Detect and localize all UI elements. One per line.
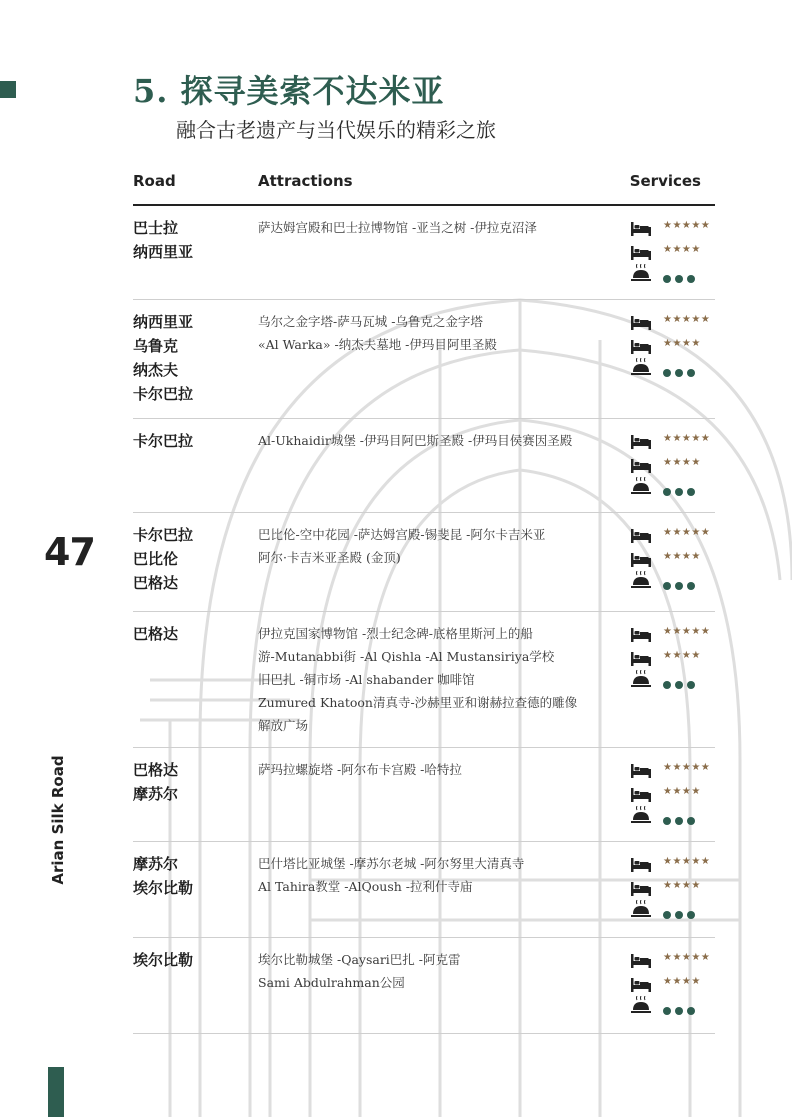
service-hotel-4 [631, 242, 715, 266]
attraction-line: 埃尔比勒城堡 -Qaysari巴扎 -阿克雷 [258, 952, 461, 967]
attraction-line: 游-Mutanabbi街 -Al Qishla -Al Mustansiriya学校 [258, 649, 555, 664]
attraction-line: 乌尔之金字塔-萨马瓦城 -乌鲁克之金字塔 [258, 314, 483, 329]
rating-dot [687, 369, 695, 377]
rating-dot [663, 1007, 671, 1015]
service-hotel-4 [631, 974, 715, 998]
food-rating-dots [663, 674, 699, 693]
five-star-rating: ★★★★★ [663, 527, 711, 538]
food-cloche-icon [631, 900, 651, 922]
service-food [631, 901, 715, 925]
food-cloche-icon [631, 358, 651, 380]
attractions-cell [258, 216, 608, 239]
attraction-line: 萨达姆宫殿和巴士拉博物馆 -亚当之树 -伊拉克沼泽 [258, 220, 537, 235]
service-hotel-5 [631, 218, 715, 242]
attraction-line: 巴比伦-空中花园 -萨达姆宫殿-锡斐昆 -阿尔卡吉米亚 [258, 527, 546, 542]
bed-icon [631, 787, 651, 806]
road-city: 摩苏尔 [133, 785, 179, 803]
table-row [133, 748, 715, 842]
service-hotel-5 [631, 854, 715, 878]
service-food [631, 671, 715, 695]
food-rating-dots [663, 268, 699, 287]
rating-dot [675, 488, 683, 496]
road-city: 乌鲁克 [133, 337, 179, 355]
services-cell [631, 950, 715, 1021]
attractions-cell [258, 622, 608, 737]
table-header [133, 170, 715, 206]
bed-icon [631, 434, 651, 453]
road-cell [133, 948, 253, 972]
rating-dot [663, 488, 671, 496]
attraction-line: 解放广场 [258, 718, 309, 733]
four-star-rating: ★★★★ [663, 243, 701, 255]
services-cell [631, 218, 715, 289]
service-hotel-4 [631, 878, 715, 902]
food-rating-dots [663, 810, 699, 829]
food-rating-dots [663, 481, 699, 500]
bed-icon [631, 245, 651, 264]
five-star-rating: ★★★★★ [663, 314, 711, 325]
five-star-rating: ★★★★★ [663, 952, 711, 963]
road-city: 卡尔巴拉 [133, 526, 194, 544]
service-hotel-4 [631, 784, 715, 808]
road-cell [133, 758, 253, 806]
services-cell [631, 431, 715, 502]
rating-dot [663, 681, 671, 689]
attraction-line: Al Tahira教堂 -AlQoush -拉利什寺庙 [258, 879, 473, 894]
four-star-rating: ★★★★ [663, 550, 701, 562]
table-row [133, 419, 715, 513]
rating-dot [675, 681, 683, 689]
road-city: 巴格达 [133, 625, 179, 643]
service-food [631, 807, 715, 831]
food-cloche-icon [631, 996, 651, 1018]
rating-dot [675, 817, 683, 825]
four-star-rating: ★★★★ [663, 456, 701, 468]
side-label: Arian Silk Road [49, 755, 67, 885]
rating-dot [663, 817, 671, 825]
attraction-line: 伊拉克国家博物馆 -烈士纪念碑-底格里斯河上的船 [258, 626, 533, 641]
five-star-rating: ★★★★★ [663, 762, 711, 773]
road-city: 埃尔比勒 [133, 879, 194, 897]
road-cell [133, 216, 253, 264]
page-number: 47 [44, 530, 95, 574]
rating-dot [675, 275, 683, 283]
road-city: 摩苏尔 [133, 855, 179, 873]
attraction-line: Al-Ukhaidir城堡 -伊玛目阿巴斯圣殿 -伊玛目侯赛因圣殿 [258, 433, 573, 448]
food-cloche-icon [631, 806, 651, 828]
road-cell [133, 622, 253, 646]
food-rating-dots [663, 904, 699, 923]
food-rating-dots [663, 362, 699, 381]
itinerary-table [133, 170, 715, 1034]
rating-dot [687, 911, 695, 919]
service-hotel-5 [631, 950, 715, 974]
services-cell [631, 854, 715, 925]
service-hotel-4 [631, 648, 715, 672]
services-cell [631, 760, 715, 831]
service-hotel-4 [631, 336, 715, 360]
services-cell [631, 525, 715, 596]
attraction-line: «Al Warka» -纳杰夫墓地 -伊玛目阿里圣殿 [258, 337, 497, 352]
rating-dot [675, 911, 683, 919]
road-cell [133, 310, 253, 406]
road-cell [133, 429, 253, 453]
table-row [133, 938, 715, 1034]
table-row [133, 206, 715, 300]
bed-icon [631, 552, 651, 571]
service-food [631, 572, 715, 596]
bed-icon [631, 977, 651, 996]
attractions-cell [258, 429, 608, 452]
five-star-rating: ★★★★★ [663, 433, 711, 444]
services-cell [631, 624, 715, 695]
page-subtitle: 融合古老遗产与当代娱乐的精彩之旅 [176, 118, 496, 142]
rating-dot [675, 1007, 683, 1015]
road-cell [133, 523, 253, 595]
service-hotel-5 [631, 760, 715, 784]
service-hotel-5 [631, 312, 715, 336]
rating-dot [687, 817, 695, 825]
header-attractions: Attractions [258, 172, 353, 190]
bottom-accent-bar [48, 1067, 64, 1117]
header-road: Road [133, 172, 176, 190]
road-city: 埃尔比勒 [133, 951, 194, 969]
bed-icon [631, 763, 651, 782]
four-star-rating: ★★★★ [663, 975, 701, 987]
rating-dot [663, 369, 671, 377]
four-star-rating: ★★★★ [663, 879, 701, 891]
attraction-line: 阿尔·卡吉米亚圣殿 (金顶) [258, 550, 401, 565]
food-rating-dots [663, 1000, 699, 1019]
bed-icon [631, 627, 651, 646]
service-hotel-4 [631, 455, 715, 479]
food-cloche-icon [631, 264, 651, 286]
food-rating-dots [663, 575, 699, 594]
bed-icon [631, 221, 651, 240]
bed-icon [631, 953, 651, 972]
table-row [133, 513, 715, 612]
food-cloche-icon [631, 477, 651, 499]
attractions-cell [258, 310, 608, 356]
service-hotel-5 [631, 431, 715, 455]
rating-dot [663, 911, 671, 919]
five-star-rating: ★★★★★ [663, 220, 711, 231]
bed-icon [631, 528, 651, 547]
attraction-line: 巴什塔比亚城堡 -摩苏尔老城 -阿尔努里大清真寺 [258, 856, 525, 871]
rating-dot [663, 275, 671, 283]
rating-dot [675, 582, 683, 590]
service-hotel-5 [631, 525, 715, 549]
five-star-rating: ★★★★★ [663, 856, 711, 867]
bed-icon [631, 651, 651, 670]
rating-dot [687, 582, 695, 590]
header-services: Services [629, 172, 701, 190]
road-city: 纳杰夫 [133, 361, 179, 379]
rating-dot [687, 488, 695, 496]
road-city: 卡尔巴拉 [133, 432, 194, 450]
road-city: 卡尔巴拉 [133, 385, 194, 403]
rating-dot [687, 681, 695, 689]
road-city: 巴格达 [133, 574, 179, 592]
attractions-cell [258, 758, 608, 781]
attraction-line: Sami Abdulrahman公园 [258, 975, 405, 990]
service-hotel-5 [631, 624, 715, 648]
bed-icon [631, 458, 651, 477]
rating-dot [687, 275, 695, 283]
attraction-line: Zumured Khatoon清真寺-沙赫里亚和谢赫拉查德的雕像 [258, 695, 578, 710]
bed-icon [631, 857, 651, 876]
attractions-cell [258, 852, 608, 898]
services-cell [631, 312, 715, 383]
service-food [631, 997, 715, 1021]
service-food [631, 359, 715, 383]
road-city: 纳西里亚 [133, 243, 194, 261]
bed-icon [631, 339, 651, 358]
road-cell [133, 852, 253, 900]
food-cloche-icon [631, 571, 651, 593]
attractions-cell [258, 948, 608, 994]
road-city: 纳西里亚 [133, 313, 194, 331]
page-title: 5. 探寻美索不达米亚 [133, 72, 445, 110]
rating-dot [687, 1007, 695, 1015]
corner-accent-mark [0, 81, 16, 98]
five-star-rating: ★★★★★ [663, 626, 711, 637]
road-city: 巴格达 [133, 761, 179, 779]
table-row [133, 842, 715, 938]
food-cloche-icon [631, 670, 651, 692]
four-star-rating: ★★★★ [663, 337, 701, 349]
attraction-line: 萨玛拉螺旋塔 -阿尔布卡宫殿 -哈特拉 [258, 762, 462, 777]
four-star-rating: ★★★★ [663, 649, 701, 661]
table-row [133, 612, 715, 748]
rating-dot [663, 582, 671, 590]
rating-dot [675, 369, 683, 377]
table-row [133, 300, 715, 419]
road-city: 巴士拉 [133, 219, 179, 237]
service-food [631, 265, 715, 289]
bed-icon [631, 315, 651, 334]
service-hotel-4 [631, 549, 715, 573]
attraction-line: 旧巴扎 -铜市场 -Al shabander 咖啡馆 [258, 672, 475, 687]
service-food [631, 478, 715, 502]
four-star-rating: ★★★★ [663, 785, 701, 797]
bed-icon [631, 881, 651, 900]
attractions-cell [258, 523, 608, 569]
road-city: 巴比伦 [133, 550, 179, 568]
table-body [133, 206, 715, 1034]
